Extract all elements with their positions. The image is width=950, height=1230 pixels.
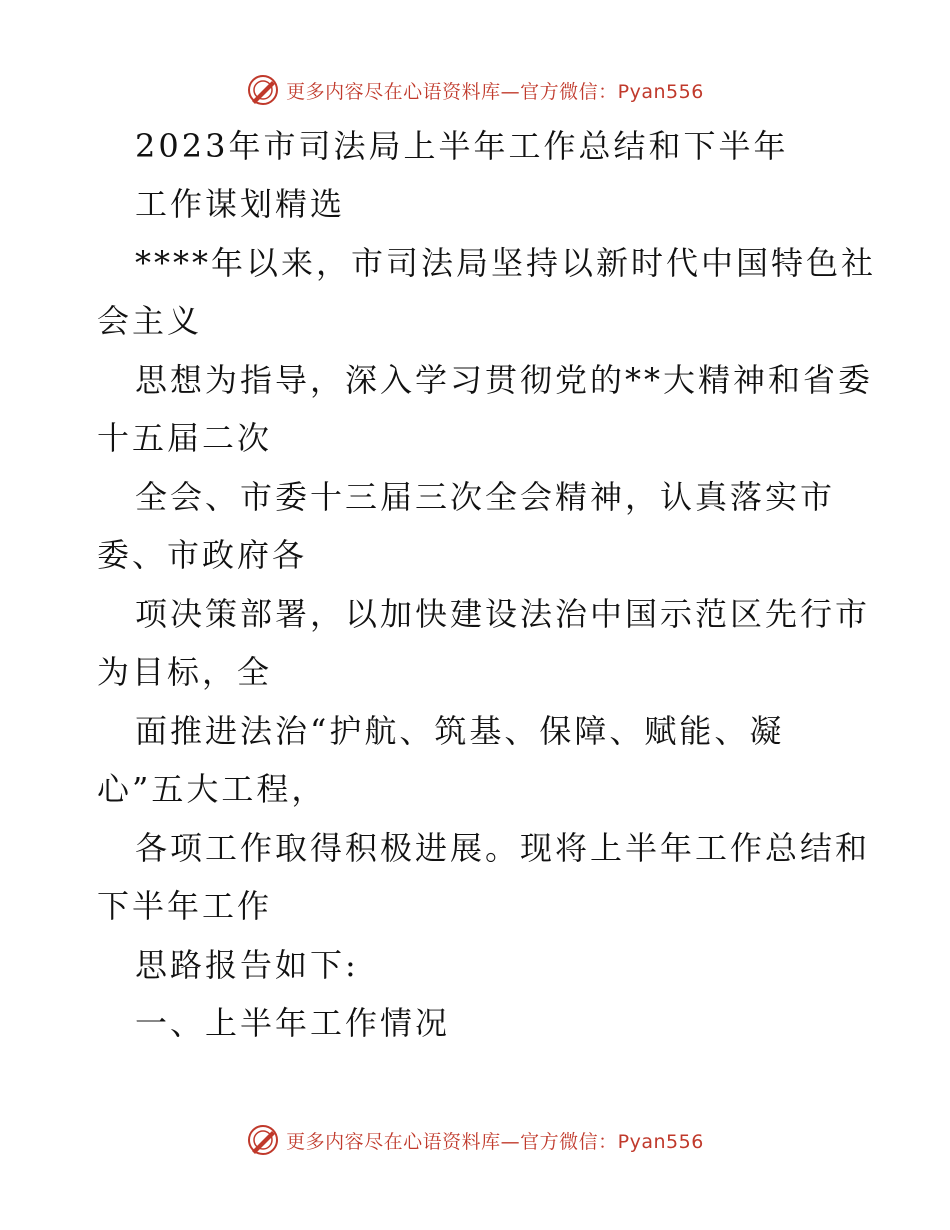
paragraph-line: 十五届二次 bbox=[97, 419, 273, 457]
header-banner-text: 更多内容尽在心语资料库—官方微信：Pyan556 bbox=[286, 80, 704, 103]
doc-title-line-1: 2023年市司法局上半年工作总结和下半年 bbox=[135, 127, 789, 165]
paragraph-line: 思想为指导，深入学习贯彻党的**大精神和省委 bbox=[135, 361, 874, 399]
paragraph-line: 委、市政府各 bbox=[97, 536, 308, 574]
paragraph-line: ****年以来，市司法局坚持以新时代中国特色社 bbox=[135, 244, 877, 282]
paragraph-line: 思路报告如下: bbox=[135, 946, 359, 984]
footer-banner-text: 更多内容尽在心语资料库—官方微信：Pyan556 bbox=[286, 1130, 704, 1153]
pen-logo-icon bbox=[246, 1123, 280, 1157]
paragraph-line: 会主义 bbox=[97, 302, 203, 340]
header-banner bbox=[0, 70, 950, 110]
paragraph-line: 心”五大工程， bbox=[97, 770, 327, 808]
paragraph-line: 面推进法治“护航、筑基、保障、赋能、凝 bbox=[135, 712, 785, 750]
section-heading: 一、上半年工作情况 bbox=[135, 1004, 451, 1042]
footer-banner bbox=[0, 1120, 950, 1160]
paragraph-line: 为目标，全 bbox=[97, 653, 273, 691]
paragraph-line: 下半年工作 bbox=[97, 887, 273, 925]
paragraph-line: 全会、市委十三届三次全会精神，认真落实市 bbox=[135, 478, 836, 516]
doc-title-line-2: 工作谋划精选 bbox=[135, 185, 346, 223]
paragraph-line: 项决策部署，以加快建设法治中国示范区先行市 bbox=[135, 595, 871, 633]
pen-logo-icon bbox=[246, 73, 280, 107]
paragraph-line: 各项工作取得积极进展。现将上半年工作总结和 bbox=[135, 829, 871, 867]
